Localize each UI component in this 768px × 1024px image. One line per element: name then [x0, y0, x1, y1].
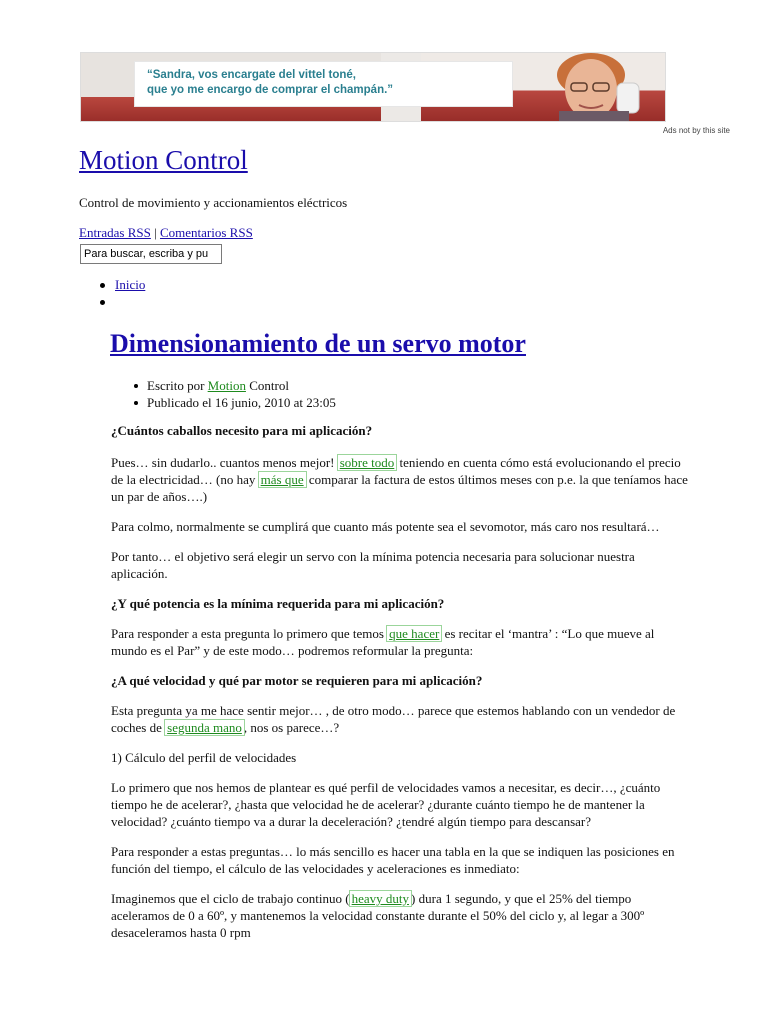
- nav-item-inicio-link[interactable]: Inicio: [115, 277, 146, 292]
- post-title-link[interactable]: Dimensionamiento de un servo motor: [110, 329, 526, 358]
- paragraph-4-part-b: es recitar el ‘mantra’ : “Lo que mueve al mundo es el Par” y de este modo… podremos reformular la pregunta:: [111, 626, 655, 658]
- paragraph-1-part-c: comparar la factura de estos últimos meses con p.e. la que teníamos hace un par de años….): [111, 472, 688, 504]
- search-input[interactable]: [80, 244, 222, 264]
- nav-item-empty: [98, 293, 145, 310]
- site-title: [79, 142, 248, 178]
- paragraph-5: [111, 702, 691, 736]
- rss-comments-link[interactable]: Comentarios RSS: [159, 225, 253, 240]
- rss-entries-link[interactable]: Entradas RSS: [79, 225, 151, 240]
- paragraph-2: Para colmo, normalmente se cumplirá que cuanto más potente sea el sevomotor, más caro nos resultará…: [111, 519, 660, 534]
- question-heading-2: ¿Y qué potencia es la mínima requerida para mi aplicación?: [111, 596, 445, 611]
- paragraph-1: [111, 454, 691, 505]
- paragraph-4-part-a: Para responder a esta pregunta lo primero que temos: [111, 626, 388, 641]
- ad-quote-box: [135, 62, 512, 106]
- site-title-link[interactable]: Motion Control: [79, 145, 248, 175]
- que-hacer-link[interactable]: que hacer: [389, 626, 440, 641]
- author-link[interactable]: Motion: [207, 378, 246, 393]
- paragraph-9: [111, 890, 691, 941]
- post-content: [111, 377, 691, 941]
- paragraph-9-part-a: Imaginemos que el ciclo de trabajo continuo (: [111, 891, 350, 906]
- ads-disclaimer: Ads not by this site: [662, 126, 730, 135]
- main-nav: [98, 276, 145, 310]
- post-meta-author-prefix: Escrito por: [147, 378, 208, 393]
- paragraph-9-part-b: ) dura 1 segundo, y que el 25% del tiempo aceleramos de 0 a 60º, y mantenemos la velocidad constante durante el 50% del ciclo y, al legar a 300º desaceleramos hasta 0 rpm: [111, 891, 645, 940]
- post-meta-author-suffix: Control: [245, 378, 289, 393]
- post-meta-date-text: Publicado el 16 junio, 2010 at 23:05: [147, 395, 336, 410]
- feed-separator: |: [154, 225, 157, 240]
- ad-woman-photo: [519, 53, 659, 121]
- sobre-todo-link[interactable]: sobre todo: [339, 455, 395, 470]
- post-meta-date: [111, 394, 691, 411]
- segunda-mano-link[interactable]: segunda mano: [167, 720, 242, 735]
- heavy-duty-link[interactable]: heavy duty: [351, 891, 410, 906]
- ad-quote-line-1: “Sandra, vos encargate del vittel toné,: [147, 69, 356, 81]
- paragraph-1-part-b: teniendo en cuenta cómo está evolucionando el precio de la electricidad… (no hay: [111, 455, 681, 487]
- paragraph-3: Por tanto… el objetivo será elegir un servo con la mínima potencia necesaria para solucionar nuestra aplicación.: [111, 549, 635, 581]
- paragraph-6: 1) Cálculo del perfil de velocidades: [111, 750, 297, 765]
- ad-banner[interactable]: [80, 52, 666, 122]
- paragraph-1-part-a: Pues… sin dudarlo.. cuantos menos mejor!: [111, 455, 338, 470]
- ad-quote-line-2: que yo me encargo de comprar el champán.”: [147, 84, 394, 96]
- feed-links: [79, 225, 253, 241]
- nav-item-inicio[interactable]: [98, 276, 145, 293]
- post-title: [110, 326, 526, 362]
- paragraph-8: Para responder a estas preguntas… lo más sencillo es hacer una tabla en la que se indiquen las posiciones en función del tiempo, el cálculo de las velocidades y aceleraciones es inmediato:: [111, 844, 675, 876]
- paragraph-5-part-b: , nos os parece…?: [243, 720, 340, 735]
- question-heading-3: ¿A qué velocidad y qué par motor se requieren para mi aplicación?: [111, 673, 483, 688]
- ad-quote-text: [147, 68, 393, 98]
- paragraph-7: Lo primero que nos hemos de plantear es qué perfil de velocidades vamos a necesitar, es decir…, ¿cuánto tiempo he de acelerar?, ¿hasta que velocidad he de acelerar? ¿durante cuánto tiempo he de mantener la velocidad? ¿cuánto tiempo va a durar la deceleración? ¿tendré algún tiempo para descansar?: [111, 780, 661, 829]
- site-description: Control de movimiento y accionamientos eléctricos: [79, 195, 348, 210]
- paragraph-5-part-a: Esta pregunta ya me hace sentir mejor… , de otro modo… parece que estemos hablando con un vendedor de coches de: [111, 703, 676, 735]
- mas-que-link[interactable]: más que: [260, 472, 304, 487]
- question-heading-1: ¿Cuántos caballos necesito para mi aplicación?: [111, 423, 373, 438]
- post-meta: [111, 377, 691, 411]
- paragraph-4: [111, 625, 691, 659]
- post-meta-author: [111, 377, 691, 394]
